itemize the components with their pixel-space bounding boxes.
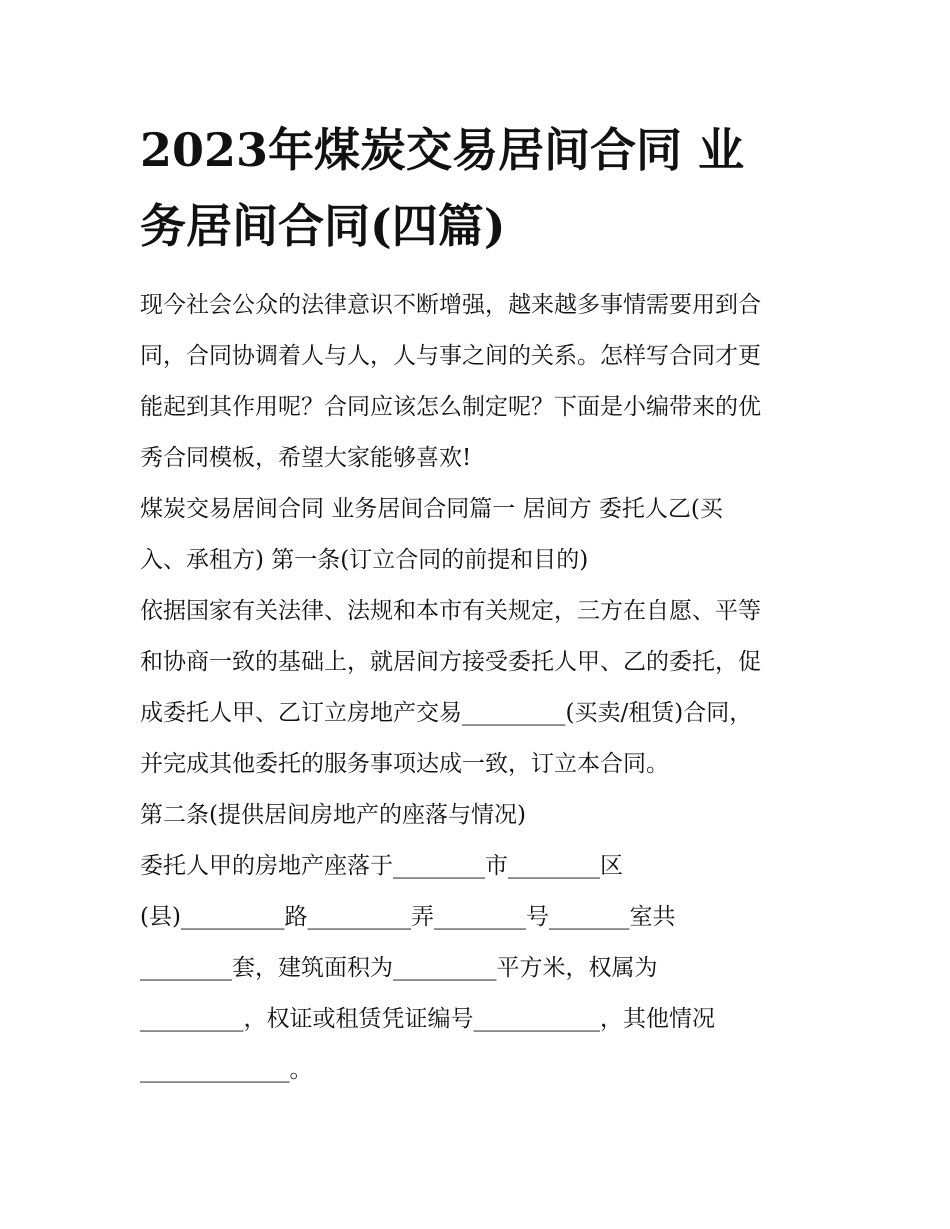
- body-line: 秀合同模板，希望大家能够喜欢!: [140, 445, 472, 471]
- body-line: 现今社会公众的法律意识不断增强，越来越多事情需要用到合: [140, 292, 761, 318]
- body-line: 第二条(提供居间房地产的座落与情况): [140, 802, 526, 828]
- body-line: 委托人甲的房地产座落于________市________区: [140, 853, 623, 879]
- document-title: [140, 112, 820, 264]
- title-line: 务居间合同(四篇): [140, 199, 506, 253]
- body-line: 依据国家有关法律、法规和本市有关规定，三方在自愿、平等: [140, 598, 761, 624]
- body-line: 煤炭交易居间合同 业务居间合同篇一 居间方 委托人乙(买: [140, 496, 723, 522]
- body-line: 并完成其他委托的服务事项达成一致，订立本合同。: [140, 751, 669, 777]
- document-body: [140, 280, 820, 1096]
- body-line: 和协商一致的基础上，就居间方接受委托人甲、乙的委托，促: [140, 649, 761, 675]
- document-content: [140, 112, 820, 1096]
- body-line: ________套，建筑面积为_________平方米，权属为: [140, 955, 658, 981]
- body-line: 成委托人甲、乙订立房地产交易_________(买卖/租赁)合同，: [140, 700, 753, 726]
- body-line: (县)_________路_________弄________号_______室共: [140, 904, 676, 930]
- body-line: 同，合同协调着人与人，人与事之间的关系。怎样写合同才更: [140, 343, 761, 369]
- title-line: 2023年煤炭交易居间合同 业: [140, 123, 745, 177]
- body-line: 能起到其作用呢？合同应该怎么制定呢？下面是小编带来的优: [140, 394, 761, 420]
- body-line: _________，权证或租赁凭证编号___________，其他情况: [140, 1006, 715, 1032]
- body-line: 入、承租方) 第一条(订立合同的前提和目的): [140, 547, 589, 573]
- body-line: _____________。: [140, 1057, 313, 1083]
